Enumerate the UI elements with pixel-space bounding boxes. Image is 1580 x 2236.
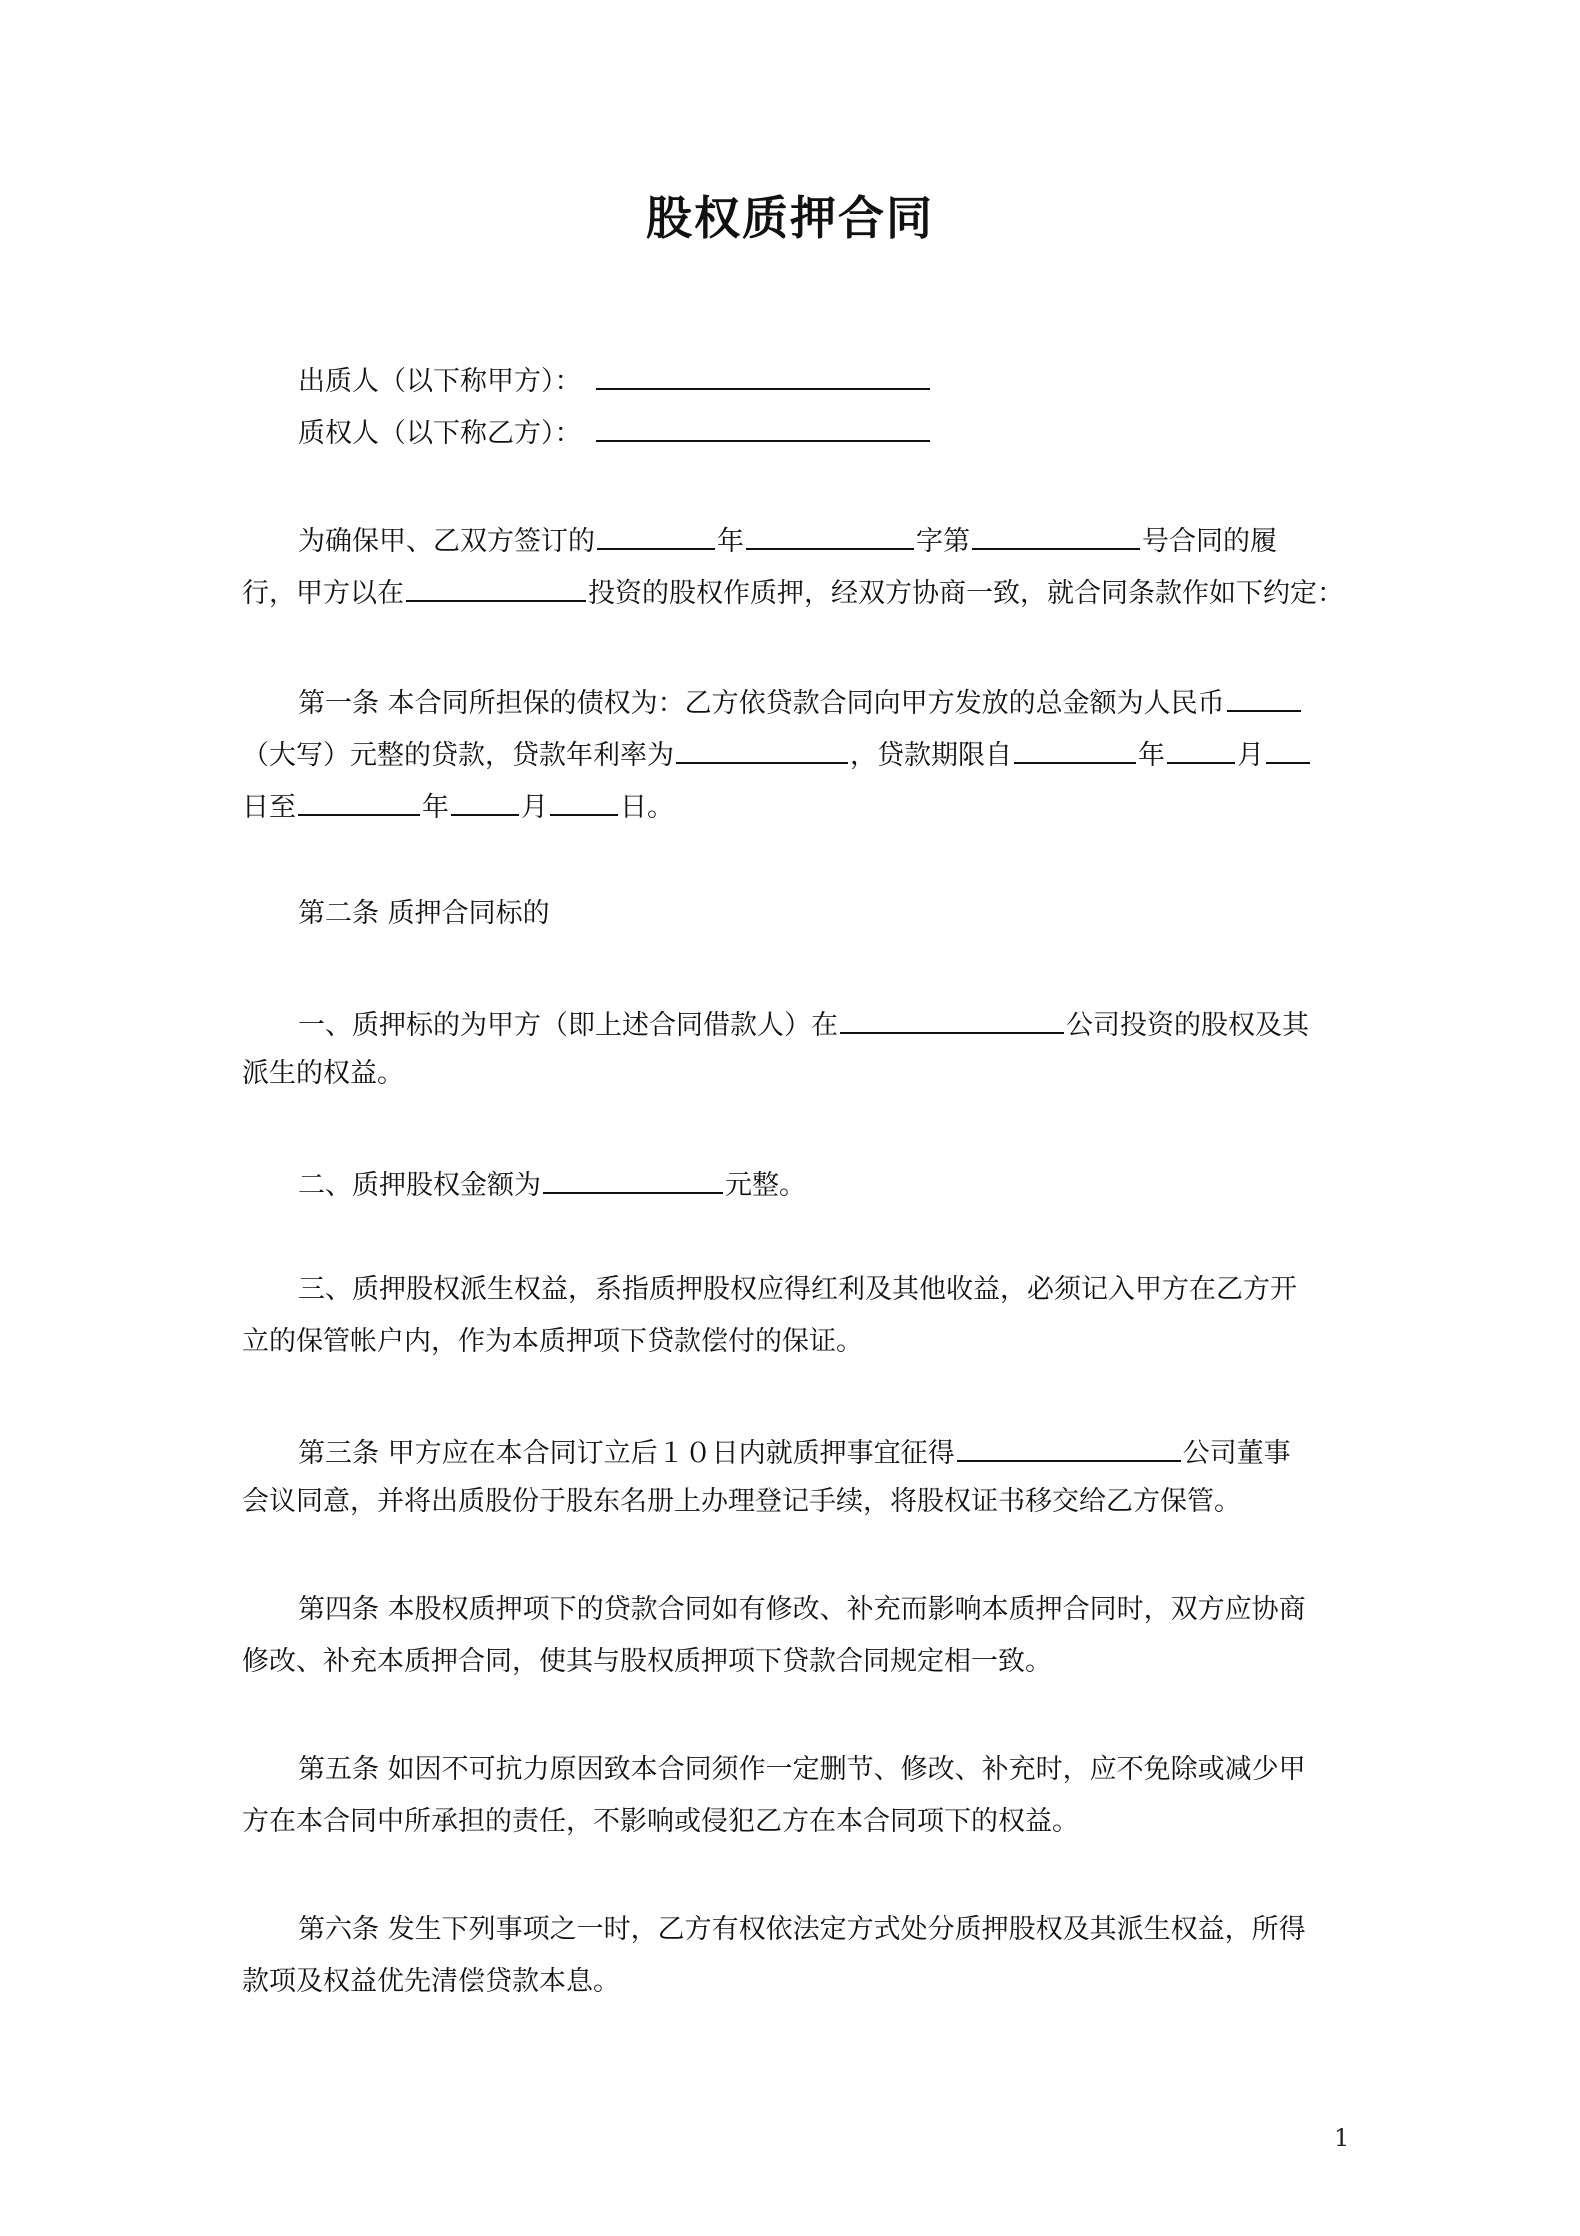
article-2-item-2	[298, 1162, 806, 1206]
article-3-text: 第三条 甲方应在本合同订立后１０日内就质押事宜征得	[298, 1438, 955, 1469]
article-3-line-2: 会议同意，并将出质股份于股东名册上办理登记手续，将股权证书移交给乙方保管。	[242, 1486, 1241, 1517]
article-1-text: 日。	[620, 792, 674, 823]
article-1-line-2	[242, 732, 1312, 776]
article-6-line-2: 款项及权益优先清偿贷款本息。	[242, 1966, 620, 1997]
start-month-blank	[1167, 732, 1235, 764]
article-5-line-1: 第五条 如因不可抗力原因致本合同须作一定删节、修改、补充时，应不免除或减少甲	[298, 1754, 1306, 1785]
contract-prefix-blank	[746, 518, 914, 550]
article-2-item-1-line-2: 派生的权益。	[242, 1058, 404, 1089]
end-year-blank	[298, 784, 420, 816]
article-1-text: ，贷款期限自	[850, 740, 1012, 771]
article-2-item-1-line-1	[298, 1002, 1309, 1046]
article-3-text: 公司董事	[1182, 1438, 1291, 1469]
preamble-text: 字第	[916, 526, 970, 557]
article-1-text: 年	[1138, 740, 1165, 771]
preamble-line-2	[242, 570, 1344, 614]
year-blank	[597, 518, 715, 550]
contract-number-blank	[972, 518, 1140, 550]
preamble-text: 年	[717, 526, 744, 557]
article-1-text: （大写）元整的贷款，贷款年利率为	[242, 740, 674, 771]
article-2-text: 一、质押标的为甲方（即上述合同借款人）在	[298, 1010, 838, 1041]
article-1-text: 第一条 本合同所担保的债权为：乙方依贷款合同向甲方发放的总金额为人民币	[298, 688, 1225, 719]
preamble-text: 号合同的履	[1142, 526, 1277, 557]
article-2-text: 公司投资的股权及其	[1066, 1010, 1309, 1041]
article-3-line-1	[298, 1430, 1291, 1474]
start-year-blank	[1014, 732, 1136, 764]
article-4-line-2: 修改、补充本质押合同，使其与股权质押项下贷款合同规定相一致。	[242, 1646, 1052, 1677]
pledgee-line	[298, 410, 932, 454]
article-4-line-1: 第四条 本股权质押项下的贷款合同如有修改、补充而影响本质押合同时，双方应协商	[298, 1594, 1306, 1625]
start-day-blank	[1266, 732, 1310, 764]
article-1-text: 日至	[242, 792, 296, 823]
pledgor-line	[298, 358, 932, 402]
board-company-blank	[957, 1430, 1181, 1462]
preamble-text: 投资的股权作质押，经双方协商一致，就合同条款作如下约定：	[588, 578, 1344, 609]
article-1-line-1	[298, 680, 1303, 724]
page-number: 1	[1334, 2124, 1350, 2152]
pledgor-blank	[596, 358, 930, 390]
article-1-line-3	[242, 784, 674, 828]
investment-target-blank	[406, 570, 586, 602]
interest-rate-blank	[676, 732, 848, 764]
article-2-heading: 第二条 质押合同标的	[298, 898, 550, 929]
pledgee-blank	[596, 410, 930, 442]
end-month-blank	[451, 784, 519, 816]
preamble-text: 行，甲方以在	[242, 578, 404, 609]
article-1-text: 年	[422, 792, 449, 823]
article-6-line-1: 第六条 发生下列事项之一时，乙方有权依法定方式处分质押股权及其派生权益，所得	[298, 1914, 1306, 1945]
article-5-line-2: 方在本合同中所承担的责任，不影响或侵犯乙方在本合同项下的权益。	[242, 1806, 1079, 1837]
preamble-line-1	[298, 518, 1277, 562]
company-blank	[840, 1002, 1064, 1034]
preamble-text: 为确保甲、乙双方签订的	[298, 526, 595, 557]
article-2-text: 二、质押股权金额为	[298, 1170, 541, 1201]
document-title: 股权质押合同	[646, 191, 934, 245]
pledge-amount-blank	[543, 1162, 723, 1194]
article-2-item-3-line-2: 立的保管帐户内，作为本质押项下贷款偿付的保证。	[242, 1326, 863, 1357]
article-1-text: 月	[521, 792, 548, 823]
article-1-text: 月	[1237, 740, 1264, 771]
article-2-text: 元整。	[725, 1170, 806, 1201]
article-2-item-3-line-1: 三、质押股权派生权益，系指质押股权应得红利及其他收益，必须记入甲方在乙方开	[298, 1274, 1297, 1305]
amount-blank	[1227, 680, 1301, 712]
end-day-blank	[550, 784, 618, 816]
pledgee-label: 质权人（以下称乙方）：	[298, 418, 582, 449]
pledgor-label: 出质人（以下称甲方）：	[298, 366, 582, 397]
